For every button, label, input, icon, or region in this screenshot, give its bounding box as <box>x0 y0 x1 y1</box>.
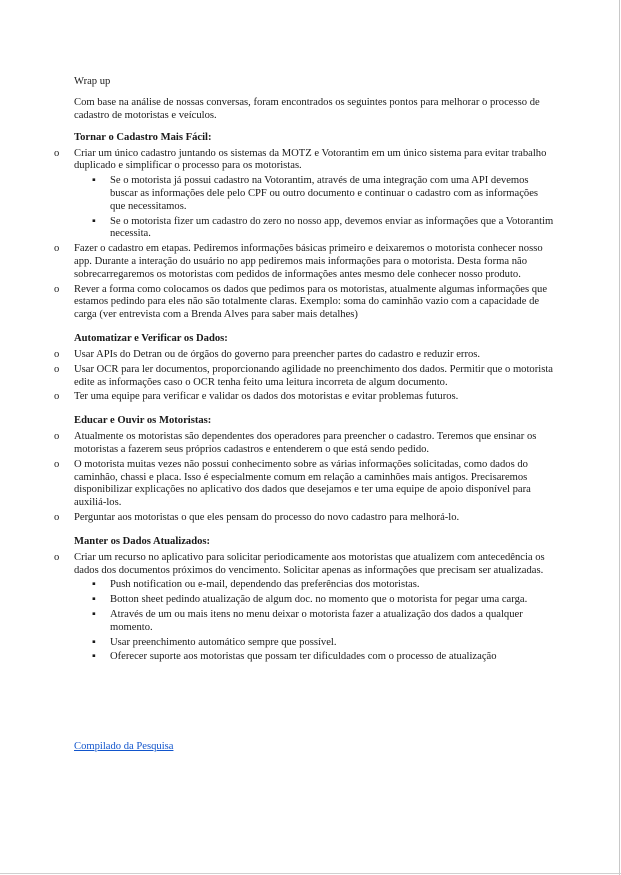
list-item <box>54 243 554 281</box>
section-educar <box>54 414 554 525</box>
circle-bullet-icon: o <box>54 348 60 360</box>
square-bullet-icon: ▪ <box>92 651 96 663</box>
sub-list-item <box>92 175 554 213</box>
page-edge-bottom <box>0 873 621 874</box>
section-heading: Manter os Dados Atualizados: <box>74 535 211 547</box>
bullet-list <box>54 147 554 322</box>
square-bullet-icon: ▪ <box>92 175 96 187</box>
circle-bullet-icon: o <box>54 391 60 403</box>
list-item-text: O motorista muitas vezes não possui conhecimento sobre as várias informações solicitadas, como dados do caminhão, chassi e placa. Isso é especialmente comum em relação a caminhões mais antigos. Precisaremos disponibilizar explicações no aplicativo dos dados que desejamos e ter uma equipe de apoio disponível para auxiliá-los. <box>74 458 531 509</box>
square-bullet-icon: ▪ <box>92 594 96 606</box>
sub-list-item <box>92 636 554 650</box>
circle-bullet-icon: o <box>54 511 60 523</box>
sub-list-item-text: Oferecer suporte aos motoristas que possam ter dificuldades com o processo de atualização <box>110 651 497 663</box>
bullet-list <box>54 431 554 525</box>
list-item <box>54 431 554 457</box>
list-item-text: Fazer o cadastro em etapas. Pediremos informações básicas primeiro e deixaremos o motorista conhecer nosso app. Durante a interação do usuário no app pediremos mais informações para o motorista. Desta forma não sobrecarregaremos os motoristas com pedidos de informações antes mesmo dele conhecer nosso produto. <box>74 243 543 280</box>
sub-list-item-text: Usar preenchimento automático sempre que possível. <box>110 636 337 648</box>
sub-list-item-text: Botton sheet pedindo atualização de algum doc. no momento que o motorista for pegar uma carga. <box>110 594 528 606</box>
square-bullet-icon: ▪ <box>92 608 96 620</box>
document-title: Wrap up <box>74 76 111 87</box>
circle-bullet-icon: o <box>54 431 60 443</box>
list-item-text: Rever a forma como colocamos os dados que pedimos para os motoristas, atualmente algumas informações que estamos pedindo para eles não são totalmente claras. Exemplo: soma do caminhão vazio com a capacidade de carga (ver entrevista com a Brenda Alves para saber mais detalhes) <box>74 283 548 321</box>
list-item-text: Criar um recurso no aplicativo para solicitar periodicamente aos motoristas que atualizem com antecedência os dados dos documentos próximos do vencimento. Solicitar apenas as informações que precisam ser atualizadas. <box>74 551 545 576</box>
section-manter <box>54 535 554 664</box>
circle-bullet-icon: o <box>54 283 60 295</box>
list-item-text: Usar APIs do Detran ou de órgãos do governo para preencher partes do cadastro e reduzir erros. <box>74 348 481 360</box>
list-item <box>54 147 554 242</box>
list-item <box>54 363 554 390</box>
sub-list-item <box>92 215 554 242</box>
circle-bullet-icon: o <box>54 551 60 563</box>
square-bullet-icon: ▪ <box>92 579 96 591</box>
square-bullet-icon: ▪ <box>92 636 96 648</box>
section-heading: Tornar o Cadastro Mais Fácil: <box>74 131 212 143</box>
sub-list-item <box>92 579 554 592</box>
list-item <box>54 348 554 362</box>
sub-list-item-text: Se o motorista já possui cadastro na Votorantim, através de uma integração com uma API devemos buscar as informações dele pelo CPF ou outro documento e continuar o cadastro com as informações que necessitamos. <box>110 175 539 212</box>
list-item <box>54 511 554 525</box>
circle-bullet-icon: o <box>54 363 60 375</box>
section-heading: Automatizar e Verificar os Dados: <box>74 332 228 344</box>
bullet-list <box>54 551 554 664</box>
sub-list-item-text: Push notification ou e-mail, dependendo das preferências dos motoristas. <box>110 579 420 591</box>
bullet-list <box>54 348 554 404</box>
sub-list-item <box>92 651 554 664</box>
list-item <box>54 283 554 322</box>
list-item-text: Usar OCR para ler documentos, proporcionando agilidade no preenchimento dos dados. Permitir que o motorista edite as informações caso o OCR tenha feito uma leitura incorreta de algum documento. <box>74 363 553 388</box>
sub-list-item-text: Se o motorista fizer um cadastro do zero no nosso app, devemos enviar as informações que a Votorantim necessita. <box>110 215 554 240</box>
list-item <box>54 458 554 510</box>
list-item-text: Criar um único cadastro juntando os sistemas da MOTZ e Votorantim em um único sistema para evitar trabalho duplicado e simplificar o processo para os motoristas. <box>74 147 547 172</box>
document-page <box>54 75 554 674</box>
circle-bullet-icon: o <box>54 458 60 470</box>
page-edge-right <box>619 0 620 875</box>
list-item-text: Ter uma equipe para verificar e validar os dados dos motoristas e evitar problemas futuros. <box>74 391 459 403</box>
list-item-text: Atualmente os motoristas são dependentes dos operadores para preencher o cadastro. Teremos que ensinar os motoristas a fazerem seus próprios cadastros e entenderem o que está sendo pedido. <box>74 431 537 455</box>
list-item <box>54 391 554 404</box>
compilado-pesquisa-link[interactable]: Compilado da Pesquisa <box>74 741 174 752</box>
sub-list-item <box>92 594 554 607</box>
sub-bullet-list <box>74 579 554 664</box>
circle-bullet-icon: o <box>54 243 60 255</box>
circle-bullet-icon: o <box>54 147 60 159</box>
sub-list-item-text: Através de um ou mais itens no menu deixar o motorista fazer a atualização dos dados a qualquer momento. <box>110 608 523 633</box>
section-heading: Educar e Ouvir os Motoristas: <box>74 415 212 427</box>
sub-bullet-list <box>74 175 554 241</box>
list-item-text: Perguntar aos motoristas o que eles pensam do processo do novo cadastro para melhorá-lo. <box>74 511 460 523</box>
intro-paragraph: Com base na análise de nossas conversas, foram encontrados os seguintes pontos para melhorar o processo de cadastro de motoristas e veículos. <box>74 97 540 121</box>
sub-list-item <box>92 608 554 635</box>
section-automatizar <box>54 332 554 404</box>
square-bullet-icon: ▪ <box>92 215 96 227</box>
list-item <box>54 551 554 664</box>
section-cadastro-facil <box>54 131 554 322</box>
